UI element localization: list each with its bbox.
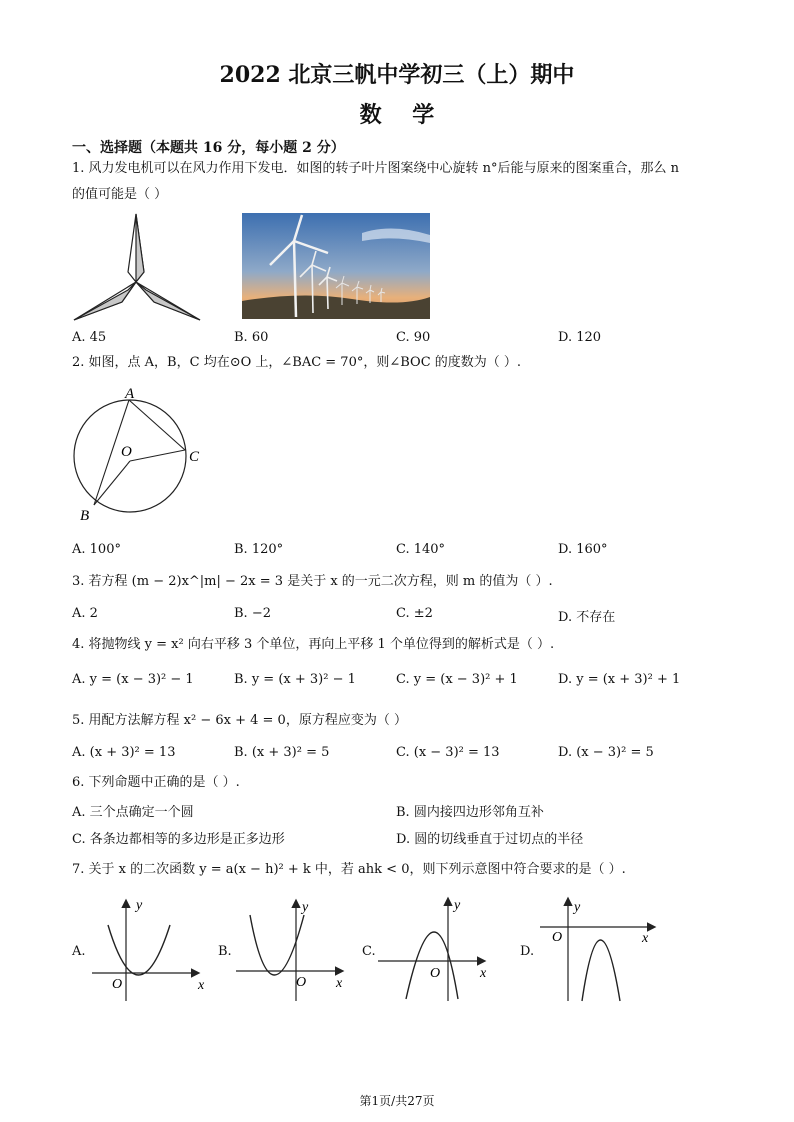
q1-option-d: D. 120 xyxy=(558,330,602,345)
q7-graph-d xyxy=(536,895,666,1005)
q5-text: 5. 用配方法解方程 x² − 6x + 4 = 0，原方程应变为（ ） xyxy=(72,713,407,728)
q2-option-b: B. 120° xyxy=(234,542,284,557)
q1-option-c: C. 90 xyxy=(396,330,431,345)
q5-option-a: A. (x + 3)² = 13 xyxy=(72,745,176,760)
q4-text: 4. 将抛物线 y = x² 向右平移 3 个单位，再向上平移 1 个单位得到的解析式是（ ）. xyxy=(72,637,555,652)
q4-option-c: C. y = (x − 3)² + 1 xyxy=(396,672,518,687)
subject-title: 数 学 xyxy=(359,102,435,128)
y-label-d: y xyxy=(574,900,581,915)
y-label-c: y xyxy=(454,898,461,913)
q6-option-d: D. 圆的切线垂直于过切点的半径 xyxy=(396,832,584,847)
x-label-a: x xyxy=(198,978,205,993)
q6-option-a: A. 三个点确定一个圆 xyxy=(72,805,194,820)
origin-label-c: O xyxy=(430,966,441,981)
q2-option-d: D. 160° xyxy=(558,542,608,557)
q2-option-a: A. 100° xyxy=(72,542,121,557)
q6-text: 6. 下列命题中正确的是（ ）. xyxy=(72,775,240,790)
q3-option-d: D. 不存在 xyxy=(558,610,616,625)
q6-option-b: B. 圆内接四边形邻角互补 xyxy=(396,805,544,820)
q3-option-c: C. ±2 xyxy=(396,606,433,621)
q2-text: 2. 如图，点 A，B，C 均在⊙O 上，∠BAC = 70°，则∠BOC 的度数为（ ）. xyxy=(72,355,522,370)
q6-option-c: C. 各条边都相等的多边形是正多边形 xyxy=(72,832,285,847)
q7-text: 7. 关于 x 的二次函数 y = a(x − h)² + k 中，若 ahk < 0，则下列示意图中符合要求的是（ ）. xyxy=(72,862,626,877)
y-label-a: y xyxy=(136,898,143,913)
q3-option-a: A. 2 xyxy=(72,606,98,621)
rotor-blade-figure xyxy=(70,212,205,324)
q4-option-d: D. y = (x + 3)² + 1 xyxy=(558,672,681,687)
origin-label-d: O xyxy=(552,930,563,945)
y-label-b: y xyxy=(302,900,309,915)
wind-turbine-photo xyxy=(242,213,430,319)
page-title: 2022 北京三帆中学初三（上）期中 xyxy=(219,62,575,88)
q7-graph-a xyxy=(88,895,213,1005)
q1-option-b: B. 60 xyxy=(234,330,269,345)
parabola-d xyxy=(582,940,620,1001)
q5-option-c: C. (x − 3)² = 13 xyxy=(396,745,500,760)
q4-option-a: A. y = (x − 3)² − 1 xyxy=(72,672,194,687)
section-heading: 一、选择题（本题共 16 分，每小题 2 分） xyxy=(72,140,345,156)
q5-option-d: D. (x − 3)² = 5 xyxy=(558,745,654,760)
q3-text: 3. 若方程 (m − 2)x^|m| − 2x = 3 是关于 x 的一元二次方程，则 m 的值为（ ）. xyxy=(72,574,553,589)
label-c: C xyxy=(189,449,200,465)
q7-graph-b xyxy=(232,895,357,1005)
page-number: 第1页/共27页 xyxy=(359,1094,435,1108)
x-label-d: x xyxy=(642,931,649,946)
q7-label-a: A. xyxy=(72,944,86,959)
q4-option-b: B. y = (x + 3)² − 1 xyxy=(234,672,356,687)
circle-figure xyxy=(70,384,210,524)
label-b: B xyxy=(80,508,90,524)
q7-graph-c xyxy=(374,895,499,1005)
origin-label-a: O xyxy=(112,977,123,992)
q1-option-a: A. 45 xyxy=(72,330,107,345)
parabola-a xyxy=(108,925,170,975)
q1-text-line1: 1. 风力发电机可以在风力作用下发电．如图的转子叶片图案绕中心旋转 n°后能与原来的图案重合，那么 n xyxy=(72,161,680,176)
q2-option-c: C. 140° xyxy=(396,542,446,557)
q7-label-b: B. xyxy=(218,944,232,959)
segment-ob xyxy=(94,461,130,505)
q5-option-b: B. (x + 3)² = 5 xyxy=(234,745,330,760)
segment-oc xyxy=(130,450,185,461)
blade-top-shade xyxy=(136,214,144,282)
q3-option-b: B. −2 xyxy=(234,606,271,621)
q1-text-line2: 的值可能是（ ） xyxy=(72,187,168,202)
q7-label-d: D. xyxy=(520,944,535,959)
label-o: O xyxy=(121,444,132,460)
q7-label-c: C. xyxy=(362,944,376,959)
label-a: A xyxy=(125,386,135,402)
x-label-c: x xyxy=(480,966,487,981)
x-label-b: x xyxy=(336,976,343,991)
origin-label-b: O xyxy=(296,975,307,990)
